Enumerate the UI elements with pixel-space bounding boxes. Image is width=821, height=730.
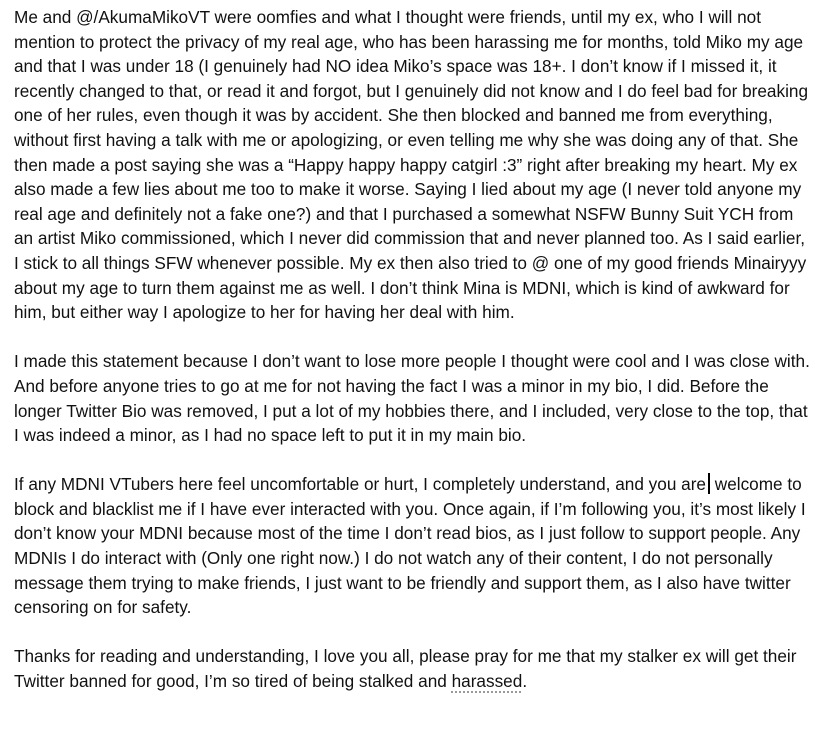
text-cursor — [708, 473, 710, 494]
paragraph-4 — [14, 644, 814, 693]
document-body[interactable] — [14, 5, 814, 694]
paragraph-3 — [14, 472, 814, 620]
spellcheck-flagged-word[interactable]: harassed — [451, 671, 523, 692]
paragraph-4-text: Thanks for reading and understanding, I love you all, please pray for me that my stalker ex will get their Twitter banned for good, I’m so tired of being stalked and — [14, 646, 797, 692]
paragraph-4-end: . — [522, 671, 528, 692]
paragraph-2: I made this statement because I don’t want to lose more people I thought were cool and I was close with. And before anyone tries to go at me for not having the fact I was a minor in my bio, I did. Before the longer Twitter Bio was removed, I put a lot of my hobbies there, and I included, very close to the top, that I was indeed a minor, as I had no space left to put it in my main bio. — [14, 351, 810, 446]
paragraph-1: Me and @/AkumaMikoVT were oomfies and what I thought were friends, until my ex, who I will not mention to protect the privacy of my real age, who has been harassing me for months, told Miko my age and that I was under 18 (I genuinely had NO idea Miko’s space was 18+. I don’t know if I missed it, it recently changed to that, or read it and forgot, but I genuinely did not know and I do feel bad for breaking one of her rules, even though it was by accident. She then blocked and banned me from everything, without first having a talk with me or apologizing, or even telling me why she was doing any of that. She then made a post saying she was a “Happy happy happy catgirl :3” right after breaking my heart. My ex also made a few lies about me too to make it worse. Saying I lied about my age (I never told anyone my real age and definitely not a fake one?) and that I purchased a somewhat NSFW Bunny Suit YCH from an artist Miko commissioned, which I never did commission that and never planned too. As I said earlier, I stick to all things SFW whenever possible. My ex then also tried to @ one of my good friends Minairyyy about my age to turn them against me as well. I don’t think Mina is MDNI, which is kind of awkward for him, but either way I apologize to her for having her deal with him. — [14, 7, 809, 323]
paragraph-3-text: If any MDNI VTubers here feel uncomfortable or hurt, I completely understand, and you are welcome to block and blacklist me if I have ever interacted with you. Once again, if I’m following you, it’s most likely I don’t know your MDNI because most of the time I don’t read bios, as I just follow to support people. Any MDNIs I do interact with (Only one right now.) I do not watch any of their content, I do not personally message them trying to make friends, I just want to be friendly and support them, as I also have twitter censoring on for safety. — [14, 474, 806, 618]
